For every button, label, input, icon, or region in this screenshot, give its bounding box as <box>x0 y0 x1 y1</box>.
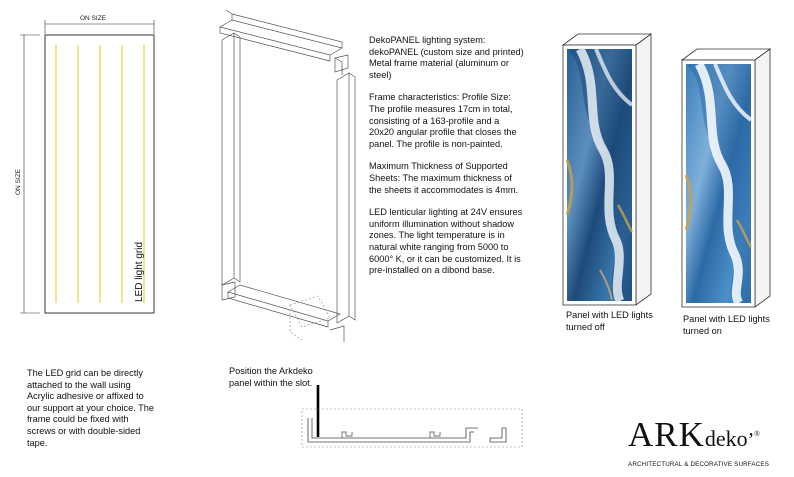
slot-outline <box>302 409 522 447</box>
led-grid-note: The LED grid can be directly attached to the wall using Acrylic adhesive or affixed to our support at your choice. The frame could be fixed with screws or with double-sided tape. <box>27 368 154 448</box>
panel-on-caption: Panel with LED lights turned on <box>683 314 770 336</box>
description-paragraph-2: Frame characteristics: Profile Size: The profile measures 17cm in total, consisting of a 163-profile and a 20x20 angular profile that closes the panel. The profile is non-painted. <box>369 92 517 149</box>
logo-mark: ’ <box>747 429 755 451</box>
panel-off-caption: Panel with LED lights turned off <box>566 310 653 332</box>
on-size-top-label: ON SIZE <box>80 15 107 22</box>
brand-logo <box>628 415 788 468</box>
description-paragraph-3: Maximum Thickness of Supported Sheets: The maximum thickness of the sheets it accommodates is 4mm. <box>369 161 519 195</box>
logo-suffix: deko <box>704 426 748 451</box>
brand-tagline: ARCHITECTURAL & DECORATIVE SURFACES <box>628 461 770 468</box>
description-paragraph-4: LED lenticular lighting at 24V ensures uniform illumination without shadow zones. The light temperature is in natural white ranging from 5000 to 6000° K, or it can be customized. It is pre-installed on a dibond base. <box>369 207 523 276</box>
on-size-side-label: ON SIZE <box>15 168 22 195</box>
slot-note: Position the Arkdeko panel within the slot. <box>229 366 313 388</box>
description-paragraph-1: DekoPANEL lighting system: dekoPANEL (custom size and printed) Metal frame material (aluminum or steel) <box>369 35 524 80</box>
led-light-grid-label: LED light grid <box>134 241 145 302</box>
logo-main: ARK <box>628 415 705 454</box>
registered-mark: ® <box>754 431 760 438</box>
